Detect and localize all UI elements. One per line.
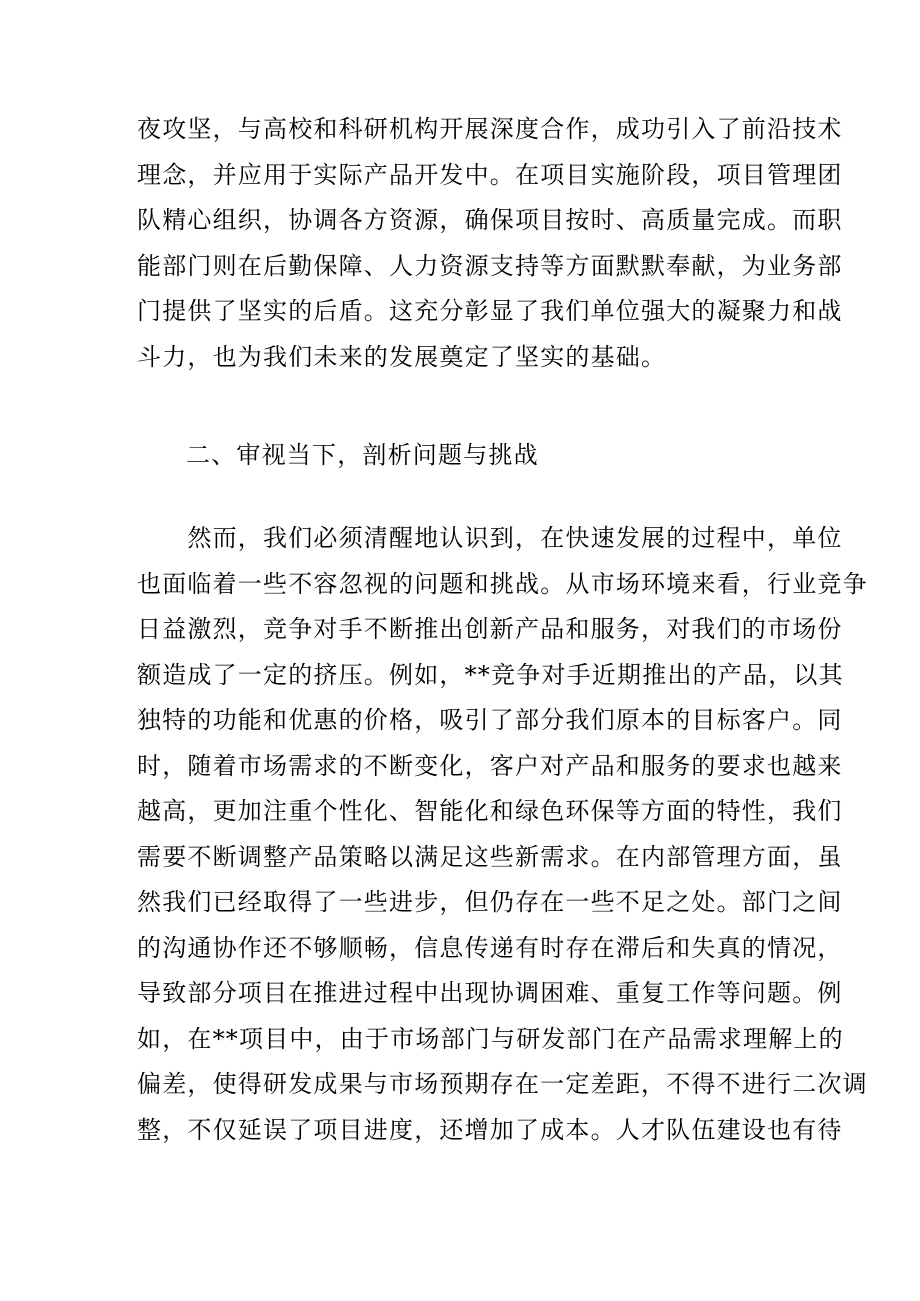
paragraph-line: 偏差，使得研发成果与市场预期存在一定差距，不得不进行二次调 (137, 1070, 868, 1098)
paragraph-line: 理念，并应用于实际产品开发中。在项目实施阶段，项目管理团 (137, 160, 843, 189)
paragraph-line: 门提供了坚实的后盾。这充分彰显了我们单位强大的凝聚力和战 (137, 297, 843, 325)
body-paragraph-2 (137, 516, 868, 1153)
paragraph-line: 斗力，也为我们未来的发展奠定了坚实的基础。 (137, 342, 667, 371)
paragraph-line: 导致部分项目在推进过程中出现协调困难、重复工作等问题。例 (137, 979, 843, 1007)
paragraph-line: 独特的功能和优惠的价格，吸引了部分我们原本的目标客户。同 (137, 706, 843, 734)
paragraph-line: 越高，更加注重个性化、智能化和绿色环保等方面的特性，我们 (137, 797, 843, 825)
paragraph-line: 的沟通协作还不够顺畅，信息传递有时存在滞后和失真的情况， (137, 933, 843, 962)
section-heading: 二、审视当下，剖析问题与挑战 (186, 441, 539, 469)
paragraph-line: 夜攻坚，与高校和科研机构开展深度合作，成功引入了前沿技术 (137, 115, 843, 143)
paragraph-line: 整，不仅延误了项目进度，还增加了成本。人才队伍建设也有待 (137, 1115, 843, 1144)
paragraph-line: 能部门则在后勤保障、人力资源支持等方面默默奉献，为业务部 (137, 251, 843, 280)
paragraph-line: 也面临着一些不容忽视的问题和挑战。从市场环境来看，行业竞争 (137, 569, 868, 598)
paragraph-line: 如，在**项目中，由于市场部门与研发部门在产品需求理解上的 (137, 1024, 844, 1053)
paragraph-line: 需要不断调整产品策略以满足这些新需求。在内部管理方面，虽 (137, 842, 843, 871)
paragraph-line: 队精心组织，协调各方资源，确保项目按时、高质量完成。而职 (137, 206, 843, 234)
paragraph-line: 然而，我们必须清醒地认识到，在快速发展的过程中，单位 (137, 524, 843, 552)
paragraph-line: 然我们已经取得了一些进步，但仍存在一些不足之处。部门之间 (137, 888, 843, 916)
paragraph-line: 额造成了一定的挤压。例如，**竞争对手近期推出的产品，以其 (137, 660, 844, 689)
paragraph-line: 时，随着市场需求的不断变化，客户对产品和服务的要求也越来 (137, 751, 843, 780)
body-paragraph-1 (137, 107, 843, 380)
paragraph-line: 日益激烈，竞争对手不断推出创新产品和服务，对我们的市场份 (137, 615, 843, 643)
